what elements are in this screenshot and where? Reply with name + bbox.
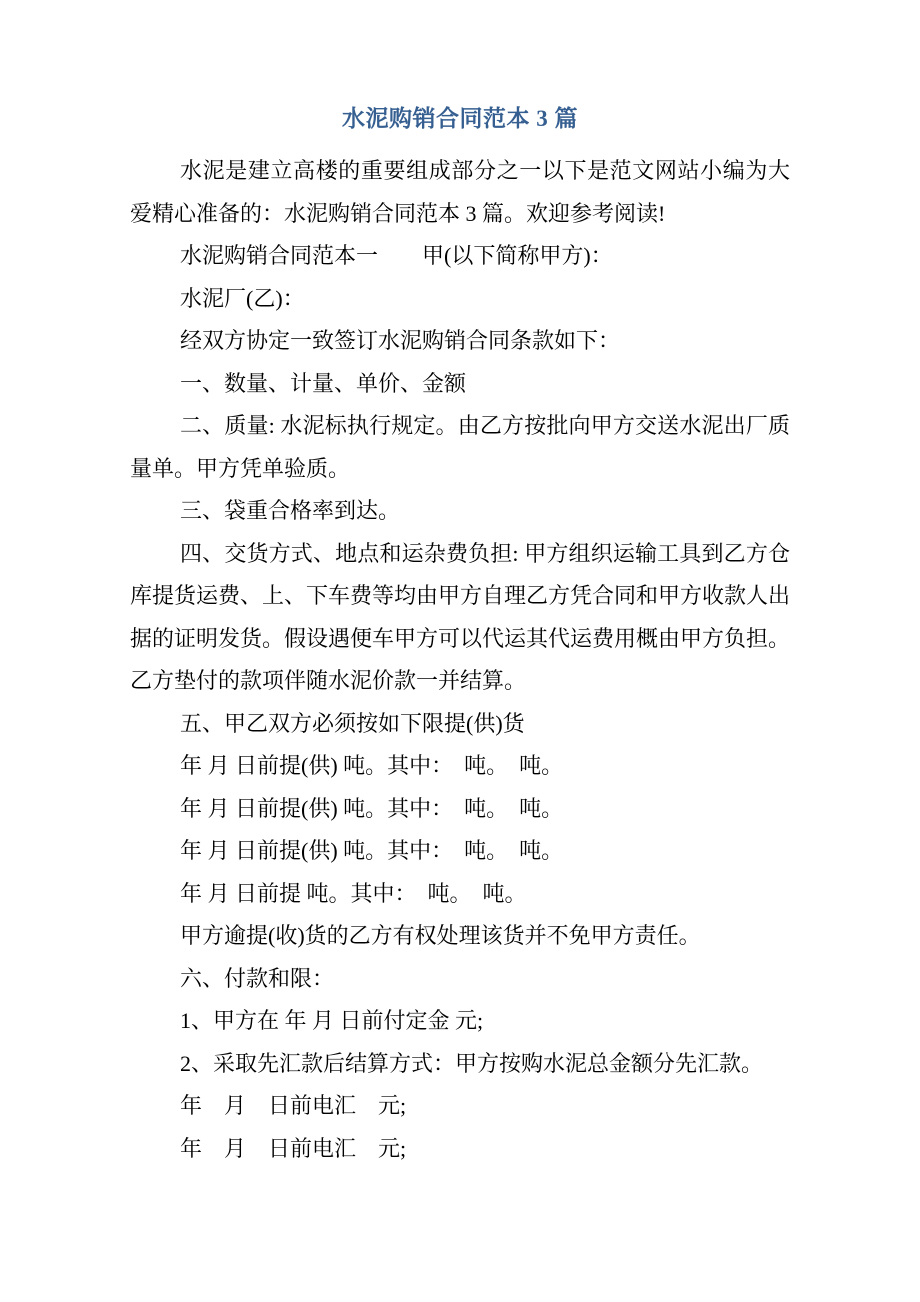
- text-line: 甲方逾提(收)货的乙方有权处理该货并不免甲方责任。: [180, 923, 701, 948]
- text-line: 经双方协定一致签订水泥购销合同条款如下：: [180, 328, 621, 353]
- text-line: 一、数量、计量、单价、金额: [180, 370, 467, 396]
- text-line: 五、甲乙双方必须按如下限提(供)货: [180, 710, 525, 736]
- text-line: 水泥购销合同范本一 甲(以下简称甲方)：: [180, 243, 613, 268]
- text-line: 水泥是建立高楼的重要组成部分之一以下是范文网站小编为大: [180, 158, 790, 183]
- text-line: 水泥厂(乙)：: [180, 285, 305, 311]
- text-line: 四、交货方式、地点和运杂费负担: 甲方组织运输工具到乙方仓: [180, 540, 790, 566]
- text-line: 1、甲方在 年 月 日前付定金 元;: [180, 1008, 484, 1033]
- text-line: 三、袋重合格率到达。: [180, 498, 401, 523]
- text-line: 爱精心准备的：水泥购销合同范本 3 篇。欢迎参考阅读!: [130, 200, 666, 226]
- document-body: [130, 150, 790, 1170]
- text-line: 六、付款和限：: [180, 965, 335, 991]
- text-line: 年 月 日前提(供) 吨。其中： 吨。 吨。: [180, 838, 564, 863]
- text-line: 2、采取先汇款后结算方式：甲方按购水泥总金额分先汇款。: [180, 1050, 764, 1076]
- document-title: 水泥购销合同范本 3 篇: [342, 106, 578, 131]
- text-line: 乙方垫付的款项伴随水泥价款一并结算。: [130, 668, 527, 693]
- text-line: 库提货运费、上、下车费等均由甲方自理乙方凭合同和甲方收款人出: [130, 583, 791, 608]
- text-line: 年 月 日前电汇 元;: [180, 1135, 407, 1161]
- text-line: 年 月 日前提 吨。其中： 吨。 吨。: [180, 880, 527, 906]
- text-line: 据的证明发货。假设遇便车甲方可以代运其代运费用概由甲方负担。: [130, 625, 791, 651]
- text-line: 二、质量: 水泥标执行规定。由乙方按批向甲方交送水泥出厂质: [180, 413, 790, 438]
- text-line: 量单。甲方凭单验质。: [130, 455, 351, 481]
- text-line: 年 月 日前提(供) 吨。其中： 吨。 吨。: [180, 753, 564, 778]
- text-line: 年 月 日前电汇 元;: [180, 1093, 407, 1118]
- text-line: 年 月 日前提(供) 吨。其中： 吨。 吨。: [180, 795, 564, 821]
